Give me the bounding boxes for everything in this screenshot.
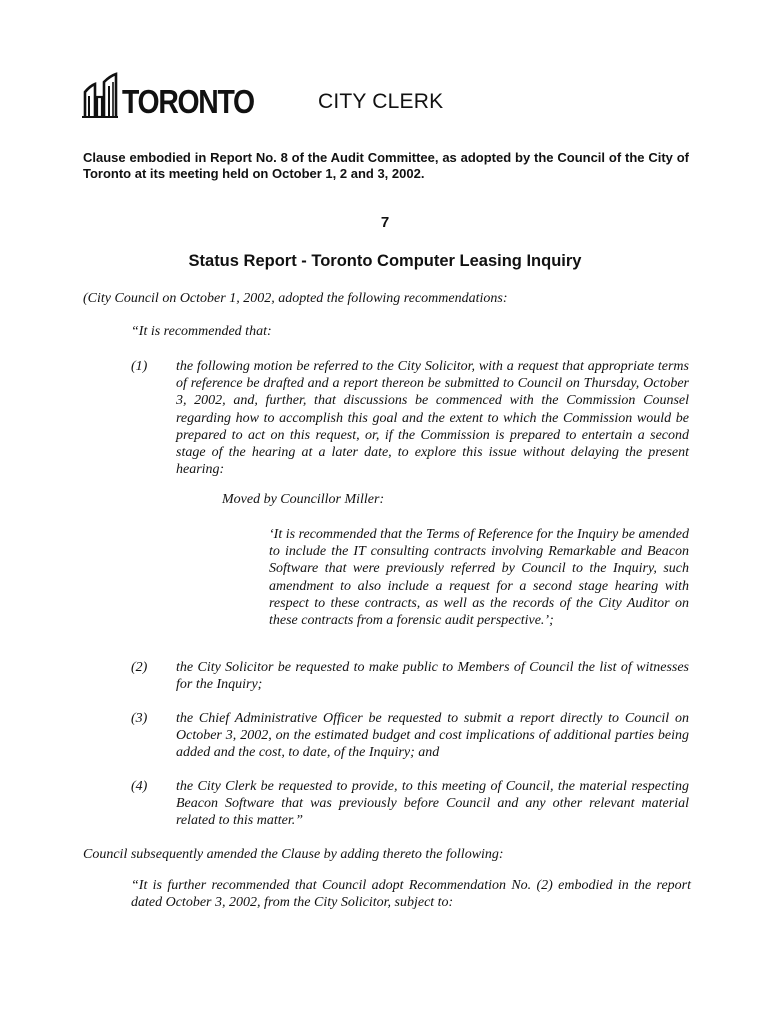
council-adoption-line: (City Council on October 1, 2002, adopted the following recommendations: [83,291,508,306]
item-2-number: (2) [131,660,148,675]
item-4-number: (4) [131,779,148,794]
recommendation-intro: “It is recommended that: [131,324,272,339]
item-3-text: the Chief Administrative Officer be requested to submit a report directly to Council on October 3, 2002, on the estimated budget and cost implications of additional parties being added and the cost, to date, of the Inquiry; and [176,711,689,761]
clause-intro: Clause embodied in Report No. 8 of the Audit Committee, as adopted by the Council of the City of Toronto at its meeting held on October 1, 2 and 3, 2002. [83,150,689,181]
motion-quote: ‘It is recommended that the Terms of Reference for the Inquiry be amended to include the IT consulting contracts involving Remarkable and Beacon Software that were previously referred by Council to the Inquiry, such amendment to also include a request for a second stage hearing with respect to these contracts, as well as the records of the City Auditor on these contracts from a forensic audit perspective.’; [269,527,689,629]
item-1-number: (1) [131,359,148,374]
department-title: CITY CLERK [318,90,444,113]
logo-wordmark: TORONTO [122,83,254,120]
moved-by: Moved by Councillor Miller: [222,492,385,507]
city-of-toronto-logo [82,72,275,118]
further-recommendation: “It is further recommended that Council adopt Recommendation No. (2) embodied in the report dated October 3, 2002, from the City Solicitor, subject to: [131,878,691,911]
item-1-text: the following motion be referred to the City Solicitor, with a request that appropriate terms of reference be drafted and a report thereon be submitted to Council on Thursday, October 3, 2002, and, further, that discussions be commenced with the Commission Counsel regarding how to accomplish this goal and the extent to which the Commission would be prepared to act on this request, or, if the Commission is prepared to entertain a second stage of the hearing at a later date, to explore this issue without delaying the present hearing: [176,359,689,478]
item-4-text: the City Clerk be requested to provide, to this meeting of Council, the material respecting Beacon Software that was previously before Council and any other relevant material related to this matter.” [176,779,689,829]
city-hall-icon [82,72,118,118]
item-3-number: (3) [131,711,148,726]
subsequent-amendment-line: Council subsequently amended the Clause by adding thereto the following: [83,847,504,862]
page-title: Status Report - Toronto Computer Leasing Inquiry [188,252,582,270]
item-number: 7 [380,214,390,231]
item-2-text: the City Solicitor be requested to make public to Members of Council the list of witnesses for the Inquiry; [176,660,689,693]
